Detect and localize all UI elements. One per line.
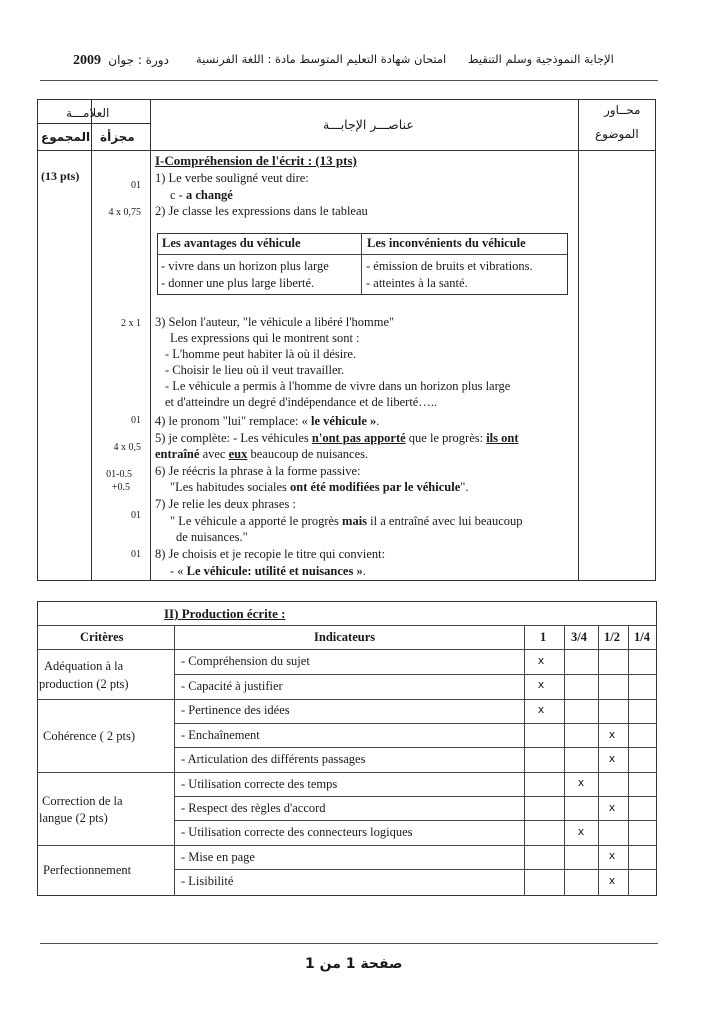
- mark-q5: 4 x 0,5: [113, 442, 141, 453]
- q2-label: 2) Je classe les expressions dans le tableau: [155, 204, 368, 218]
- q5-a: 5) je complète: - Les véhicules: [155, 431, 312, 445]
- indicator-row: - Utilisation correcte des temps: [181, 777, 338, 791]
- session-year: [73, 52, 169, 69]
- divider: [91, 100, 92, 580]
- q6-answer: [170, 479, 468, 496]
- q3-line: - L'homme peut habiter là où il désire.: [165, 347, 357, 361]
- score-col-1-4: 1/4: [634, 630, 650, 644]
- divider: [37, 772, 657, 773]
- session-year-value: 2009: [73, 53, 101, 68]
- q5-e: entraîné: [155, 447, 200, 461]
- q1-answer-text: a changé: [185, 188, 233, 202]
- indicator-row: - Enchaînement: [181, 728, 260, 742]
- divider: [174, 723, 657, 724]
- q3-line: 3) Selon l'auteur, "le véhicule a libéré l'homme": [155, 315, 395, 329]
- criterion-correction: Correction de la: [42, 794, 123, 808]
- indicator-row: - Capacité à justifier: [181, 679, 283, 693]
- mark-q1: 01: [131, 180, 141, 191]
- q1-label: 1) Le verbe souligné veut dire:: [155, 171, 309, 185]
- criterion-perfectionnement: Perfectionnement: [43, 863, 132, 877]
- indicator-row: - Lisibilité: [181, 874, 234, 888]
- page-number: صفحة 1 من 1: [305, 956, 403, 972]
- criterion-adequation: Adéquation à la: [44, 659, 124, 673]
- axes-header-2: الموضوع: [595, 127, 639, 141]
- divider: [174, 869, 657, 870]
- criterion-coherence: Cohérence ( 2 pts): [43, 729, 135, 743]
- divider: [158, 254, 567, 255]
- divider: [174, 747, 657, 748]
- part1-title: I-Compréhension de l'écrit : (13 pts): [155, 153, 357, 168]
- divider: [37, 699, 657, 700]
- mark-q3: 2 x 1: [121, 318, 141, 329]
- divider: [38, 123, 150, 124]
- divider: [38, 150, 655, 151]
- axes-header-1: محــاور: [604, 103, 641, 117]
- indicator-row: - Compréhension du sujet: [181, 654, 310, 668]
- criterion-correction-pts: langue (2 pts): [39, 811, 108, 825]
- indicators-header: Indicateurs: [314, 630, 376, 644]
- q2-col2-row1: - émission de bruits et vibrations.: [366, 259, 533, 273]
- criterion-adequation-pts: production (2 pts): [39, 677, 129, 691]
- header-answer-key: الإجابة النموذجية وسلم التنقيط: [468, 52, 614, 66]
- q7-label: 7) Je relie les deux phrases :: [155, 497, 296, 511]
- score-mark-x: x: [608, 752, 616, 765]
- q5-h: beaucoup de nuisances.: [247, 447, 369, 461]
- q7-answer-cont: de nuisances.": [176, 530, 248, 544]
- indicator-row: - Mise en page: [181, 850, 255, 864]
- indicator-row: - Respect des règles d'accord: [181, 801, 326, 815]
- indicator-row: - Utilisation correcte des connecteurs logiques: [181, 825, 413, 839]
- divider: [174, 625, 175, 896]
- divider: [150, 100, 151, 580]
- part1-total-mark: (13 pts): [41, 169, 80, 183]
- q1-prefix: c -: [170, 188, 186, 202]
- q7-c: il a entraîné avec lui beaucoup: [367, 514, 523, 528]
- score-mark-x: x: [537, 654, 545, 667]
- q2-col1-row2: - donner une plus large liberté.: [161, 276, 315, 290]
- divider: [174, 796, 657, 797]
- score-mark-x: x: [608, 849, 616, 862]
- q4-end: .: [376, 414, 380, 428]
- session-label: دورة : جوان: [108, 53, 169, 67]
- divider: [598, 625, 599, 896]
- criteria-header: Critères: [80, 630, 124, 644]
- q5-line1: [155, 430, 519, 447]
- q8-label: 8) Je choisis et je recopie le titre qui convient:: [155, 547, 386, 561]
- q5-c: que le progrès:: [405, 431, 487, 445]
- q4-answer: le véhicule »: [311, 414, 377, 428]
- q6-b: ont été modifiées par le véhicule: [290, 480, 461, 494]
- divider: [564, 625, 565, 896]
- q2-col2-row2: - atteintes à la santé.: [366, 276, 468, 290]
- score-mark-x: x: [537, 678, 545, 691]
- q5-g: eux: [228, 447, 248, 461]
- mark-q6a: 01-0.5: [106, 469, 132, 480]
- q4-line: [155, 413, 379, 430]
- q6-label: 6) Je réécris la phrase à la forme passive:: [155, 464, 361, 478]
- score-mark-x: x: [608, 874, 616, 887]
- footer-rule: [40, 943, 658, 944]
- divider: [524, 625, 525, 896]
- score-col-1-2: 1/2: [604, 630, 620, 644]
- q8-b: Le véhicule: utilité et nuisances »: [186, 564, 363, 578]
- mark-q8: 01: [131, 549, 141, 560]
- total-header: المجموع: [41, 130, 91, 144]
- q5-line2: [155, 446, 368, 463]
- indicator-row: - Pertinence des idées: [181, 703, 290, 717]
- divider: [628, 625, 629, 896]
- score-col-1: 1: [540, 630, 547, 644]
- mark-q4: 01: [131, 415, 141, 426]
- q7-a: " Le véhicule a apporté le progrès: [170, 514, 343, 528]
- score-mark-x: x: [577, 825, 585, 838]
- q2-table: [157, 233, 568, 295]
- q3-line: Les expressions qui le montrent sont :: [170, 331, 360, 345]
- header-rule: [40, 80, 658, 81]
- mark-q6b: +0.5: [111, 482, 130, 493]
- partial-header: مجزأة: [100, 130, 135, 144]
- divider: [578, 100, 579, 580]
- score-mark-x: x: [577, 776, 585, 789]
- divider: [174, 820, 657, 821]
- divider: [37, 649, 657, 650]
- grade-header: العلامـــة: [66, 106, 110, 120]
- q3-line: - Le véhicule a permis à l'homme de vivre dans un horizon plus large: [165, 379, 511, 393]
- score-mark-x: x: [537, 703, 545, 716]
- q2-col2-header: Les inconvénients du véhicule: [367, 236, 526, 250]
- mark-q7: 01: [131, 510, 141, 521]
- q3-line: - Choisir le lieu où il veut travailler.: [165, 363, 345, 377]
- header-exam-title: امتحان شهادة التعليم المتوسط مادة : اللغة الفرنسية: [196, 52, 447, 66]
- q1-answer: [170, 187, 233, 204]
- q7-answer: [170, 513, 523, 530]
- divider: [361, 234, 362, 294]
- q8-a: - «: [170, 564, 187, 578]
- q6-a: "Les habitudes sociales: [170, 480, 291, 494]
- score-col-3-4: 3/4: [571, 630, 587, 644]
- mark-q2: 4 x 0,75: [108, 207, 141, 218]
- score-mark-x: x: [608, 728, 616, 741]
- q5-b: n'ont pas apporté: [311, 431, 406, 445]
- divider: [37, 845, 657, 846]
- q6-c: ".: [460, 480, 469, 494]
- q2-col1-row1: - vivre dans un horizon plus large: [161, 259, 329, 273]
- q5-d: ils ont: [486, 431, 519, 445]
- divider: [37, 625, 657, 626]
- q8-c: .: [362, 564, 366, 578]
- answer-elements-header: عناصـــر الإجابـــة: [323, 117, 414, 132]
- q8-answer: [170, 563, 366, 580]
- q2-col1-header: Les avantages du véhicule: [162, 236, 301, 250]
- q3-line: et d'atteindre un degré d'indépendance et de liberté…..: [165, 395, 438, 409]
- indicator-row: - Articulation des différents passages: [181, 752, 366, 766]
- q4-label: 4) le pronom "lui" remplace: «: [155, 414, 311, 428]
- score-mark-x: x: [608, 801, 616, 814]
- q7-b: mais: [342, 514, 368, 528]
- q5-f: avec: [199, 447, 229, 461]
- part2-title: II) Production écrite :: [164, 606, 286, 621]
- divider: [174, 674, 657, 675]
